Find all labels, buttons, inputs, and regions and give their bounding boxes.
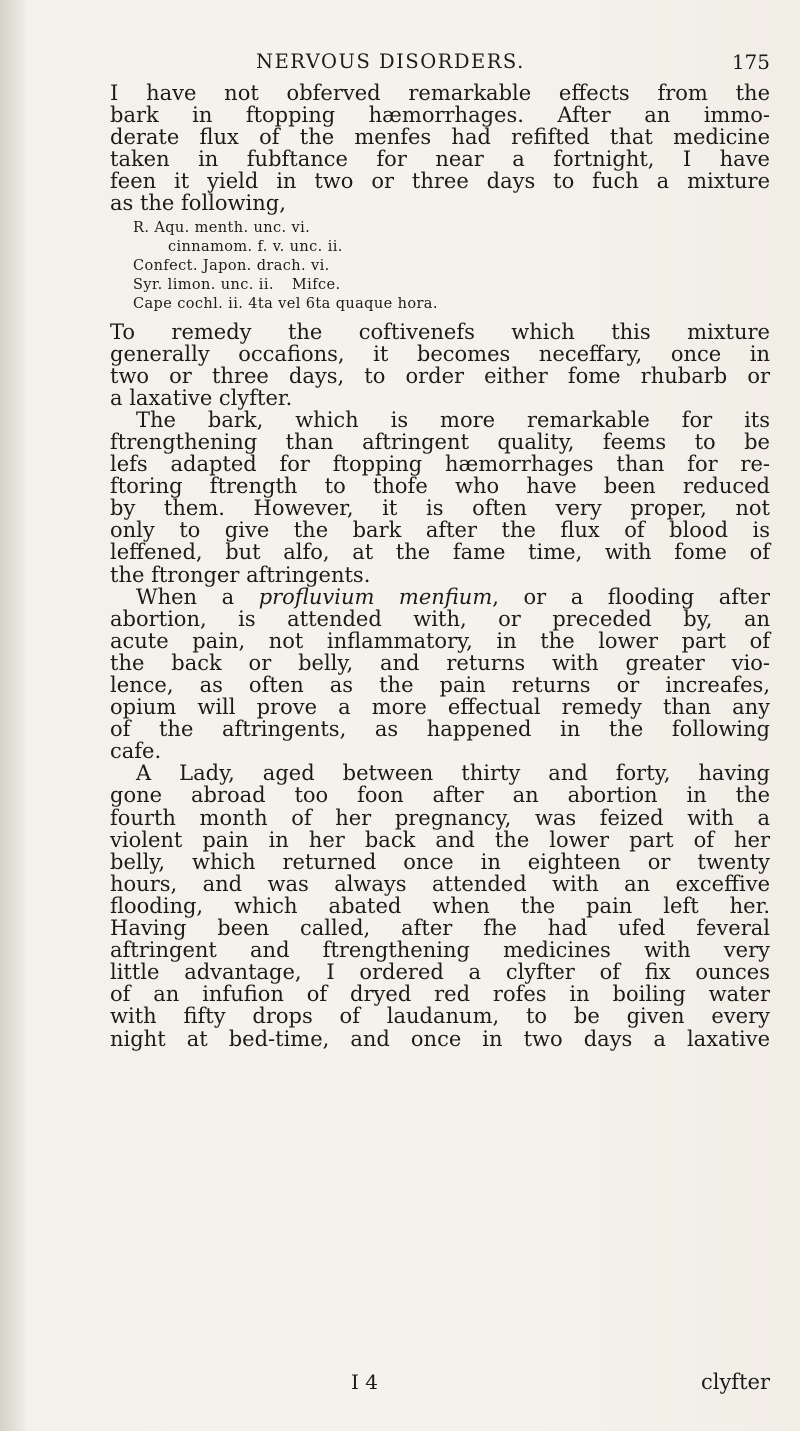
text-line: abortion, is attended with, or preceded by, an <box>110 606 770 631</box>
text-line: feen it yield in two or three days to fuch a mixture <box>110 169 770 194</box>
prescription-text: R. Aqu. menth. unc. vi. <box>133 219 311 236</box>
body-text <box>110 82 770 1050</box>
paragraph-1 <box>110 82 770 215</box>
paragraph-4 <box>110 586 770 763</box>
text-line: bark in ftopping hæmorrhages. After an immo- <box>110 103 770 128</box>
prescription-line <box>110 295 770 314</box>
text-line: cafe. <box>110 739 162 764</box>
text-line: leffened, but alfo, at the fame time, with fome of <box>110 540 770 565</box>
text-line: generally occafions, it becomes neceffary, once in <box>110 341 770 366</box>
text-line: taken in fubftance for near a fortnight, I have <box>110 147 770 172</box>
text-line: as the following, <box>110 191 286 216</box>
text-line: belly, which returned once in eighteen or twenty <box>110 849 770 874</box>
text-line: aftringent and ftrengthening medicines with very <box>110 938 770 963</box>
text-line <box>110 586 770 608</box>
prescription-text: Confect. Japon. drach. vi. <box>133 257 330 274</box>
page-number: 175 <box>731 50 770 74</box>
text-line: the ftronger aftringents. <box>110 562 371 587</box>
prescription-line <box>110 276 770 295</box>
text-fragment: When a <box>136 584 259 609</box>
text-line: violent pain in her back and the lower part of her <box>110 827 770 852</box>
prescription-line <box>110 257 770 276</box>
text-line: night at bed-time, and once in two days a laxative <box>110 1026 770 1051</box>
prescription-text: cinnamom. f. v. unc. ii. <box>168 238 343 255</box>
prescription-text: Syr. limon. unc. ii. <box>133 277 274 294</box>
prescription-text: Cape cochl. ii. 4ta vel 6ta quaque hora. <box>133 296 438 313</box>
prescription-mix: Mifce. <box>291 277 341 294</box>
text-line: Having been called, after fhe had ufed feveral <box>110 916 770 941</box>
paragraph-2 <box>110 321 770 409</box>
text-line: the back or belly, and returns with greater vio- <box>110 650 770 675</box>
text-line: only to give the bark after the flux of blood is <box>110 518 770 543</box>
paragraph-5 <box>110 762 770 1049</box>
text-line: gone abroad too foon after an abortion in the <box>110 783 770 808</box>
text-line: A Lady, aged between thirty and forty, having <box>136 761 770 786</box>
text-line: ftrengthening than aftringent quality, feems to be <box>110 429 770 454</box>
text-line: acute pain, not inflammatory, in the lower part of <box>110 628 770 653</box>
latin-term: profluvium menfium <box>258 584 493 609</box>
text-line: lence, as often as the pain returns or increafes, <box>110 673 770 697</box>
text-line: of an infufion of dryed red rofes in boiling water <box>110 982 770 1007</box>
signature-mark: I 4 <box>351 1370 378 1394</box>
text-line: with fifty drops of laudanum, to be given every <box>110 1004 770 1029</box>
text-line: opium will prove a more effectual remedy than any <box>110 695 770 720</box>
text-line: hours, and was always attended with an exceffive <box>110 871 770 896</box>
text-line: two or three days, to order either fome rhubarb or <box>110 363 770 388</box>
text-line: I have not obferved remarkable effects from the <box>110 81 770 105</box>
text-line: The bark, which is more remarkable for its <box>136 407 770 432</box>
prescription-line <box>110 219 770 238</box>
running-head: NERVOUS DISORDERS. <box>256 50 525 73</box>
catchword: clyfter <box>700 1370 770 1394</box>
text-line: fourth month of her pregnancy, was feized with a <box>110 805 770 830</box>
paragraph-3 <box>110 409 770 586</box>
gutter-shadow <box>0 0 28 1431</box>
text-line: flooding, which abated when the pain left her. <box>110 893 770 918</box>
text-line: a laxative clyfter. <box>110 385 293 410</box>
text-line: little advantage, I ordered a clyfter of fix ounces <box>110 960 770 985</box>
prescription <box>110 219 770 315</box>
text-fragment: , or a flooding after <box>492 584 770 609</box>
text-line: by them. However, it is often very proper, not <box>110 496 770 521</box>
text-line: To remedy the coftivenefs which this mixture <box>110 319 770 344</box>
page-header <box>110 50 770 80</box>
prescription-line <box>110 238 770 257</box>
text-line: ftoring ftrength to thofe who have been reduced <box>110 474 770 499</box>
text-line: lefs adapted for ftopping hæmorrhages than for re- <box>110 452 770 477</box>
page-footer <box>110 1370 770 1394</box>
text-line: of the aftringents, as happened in the following <box>110 717 770 742</box>
text-line: derate flux of the menfes had refifted that medicine <box>110 125 770 150</box>
